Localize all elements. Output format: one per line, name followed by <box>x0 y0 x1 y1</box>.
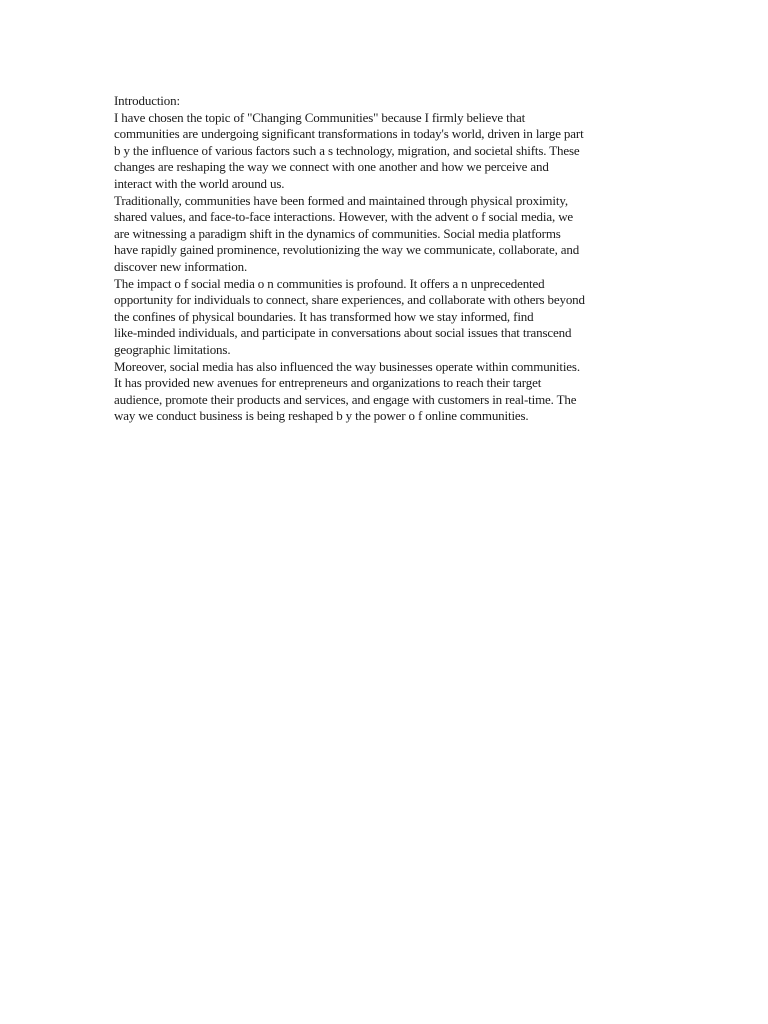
text-line: Traditionally, communities have been formed and maintained through physical proximity, <box>114 192 568 208</box>
text-line: It has provided new avenues for entrepreneurs and organizations to reach their target <box>114 375 542 391</box>
text-line: audience, promote their products and services, and engage with customers in real-time. The <box>114 391 577 407</box>
text-line: I have chosen the topic of "Changing Communities" because I firmly believe that <box>114 109 526 125</box>
text-line: shared values, and face-to-face interactions. However, with the advent o f social media, we <box>114 209 574 225</box>
text-line: the confines of physical boundaries. It has transformed how we stay informed, find <box>114 308 534 324</box>
text-line: discover new information. <box>114 258 248 274</box>
text-line: are witnessing a paradigm shift in the dynamics of communities. Social media platforms <box>114 225 561 241</box>
text-line: like-minded individuals, and participate in conversations about social issues that transcend <box>114 325 572 341</box>
text-line: opportunity for individuals to connect, share experiences, and collaborate with others beyond <box>114 292 585 308</box>
text-line: changes are reshaping the way we connect with one another and how we perceive and <box>114 159 549 175</box>
document-body <box>114 93 648 425</box>
text-line: have rapidly gained prominence, revolutionizing the way we communicate, collaborate, and <box>114 242 580 258</box>
heading-introduction: Introduction: <box>114 93 180 108</box>
text-line: communities are undergoing significant transformations in today's world, driven in large part <box>114 126 584 142</box>
text-line: b y the influence of various factors such a s technology, migration, and societal shifts. These <box>114 142 580 158</box>
text-line: way we conduct business is being reshaped b y the power o f online communities. <box>114 408 529 424</box>
text-line: The impact o f social media o n communities is profound. It offers a n unprecedented <box>114 275 545 291</box>
text-line: Moreover, social media has also influenced the way businesses operate within communities. <box>114 358 580 374</box>
text-line: geographic limitations. <box>114 341 231 357</box>
text-line: interact with the world around us. <box>114 175 285 191</box>
